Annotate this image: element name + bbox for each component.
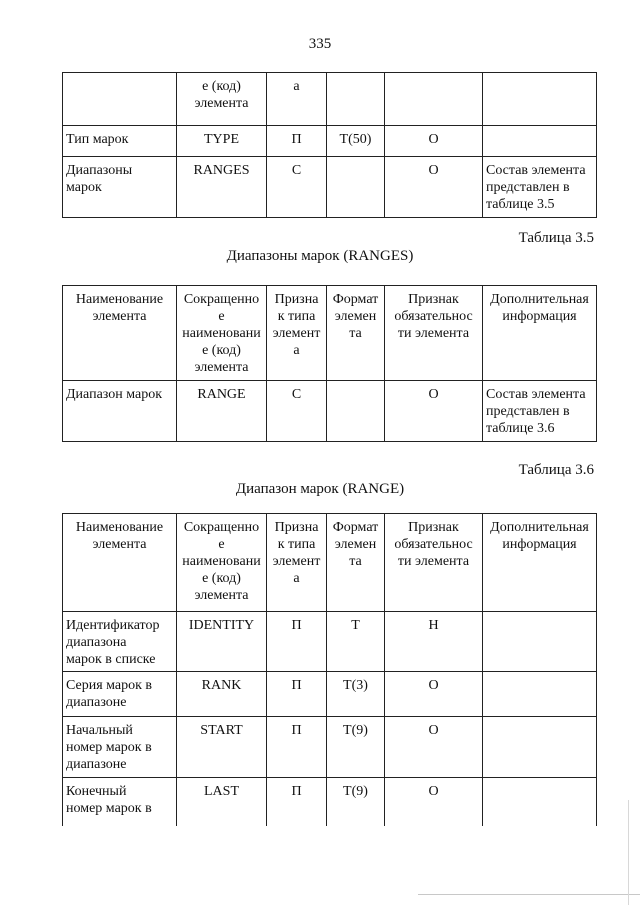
table-continuation <box>62 72 597 218</box>
cell: О <box>385 778 483 827</box>
table-row <box>63 73 597 126</box>
cell <box>327 73 385 126</box>
cell <box>483 717 597 778</box>
scan-edge <box>418 894 640 895</box>
cell: Состав элемента представлен в таблице 3.5 <box>483 157 597 218</box>
table-row <box>63 672 597 717</box>
cell <box>483 73 597 126</box>
cell: П <box>267 717 327 778</box>
cell <box>483 778 597 827</box>
column-header: Наименование элемента <box>63 286 177 381</box>
cell <box>385 73 483 126</box>
column-header: Дополнительная информация <box>483 286 597 381</box>
column-header: Призна к типа элемент а <box>267 286 327 381</box>
table-row <box>63 157 597 218</box>
cell: RANGES <box>177 157 267 218</box>
cell: Н <box>385 612 483 672</box>
cell: Серия марок в диапазоне <box>63 672 177 717</box>
column-header: Признак обязательнос ти элемента <box>385 514 483 612</box>
cell: О <box>385 381 483 442</box>
cell: Начальный номер марок в диапазоне <box>63 717 177 778</box>
cell: О <box>385 717 483 778</box>
cell: П <box>267 778 327 827</box>
cell: T(50) <box>327 126 385 157</box>
column-header: Наименование элемента <box>63 514 177 612</box>
column-header: Сокращенно е наименовани е (код) элемента <box>177 286 267 381</box>
table-row <box>63 126 597 157</box>
column-header: Формат элемен та <box>327 514 385 612</box>
cell: T(3) <box>327 672 385 717</box>
cell: С <box>267 381 327 442</box>
cell: О <box>385 126 483 157</box>
cell: Диапазоны марок <box>63 157 177 218</box>
cell: RANK <box>177 672 267 717</box>
cell: О <box>385 672 483 717</box>
cell: П <box>267 126 327 157</box>
cell: П <box>267 672 327 717</box>
cell: П <box>267 612 327 672</box>
table-row <box>63 717 597 778</box>
cell: Диапазон марок <box>63 381 177 442</box>
cell <box>483 672 597 717</box>
cell: TYPE <box>177 126 267 157</box>
cell: О <box>385 157 483 218</box>
scan-edge <box>628 800 629 905</box>
cell: T <box>327 612 385 672</box>
table-row <box>63 778 597 827</box>
table-ranges <box>62 285 597 442</box>
cell: T(9) <box>327 778 385 827</box>
table-row <box>63 381 597 442</box>
column-header: Сокращенно е наименовани е (код) элемента <box>177 514 267 612</box>
cell: Идентификатор диапазона марок в списке <box>63 612 177 672</box>
table-header-row <box>63 514 597 612</box>
column-header: Признак обязательнос ти элемента <box>385 286 483 381</box>
cell: С <box>267 157 327 218</box>
cell <box>327 381 385 442</box>
column-header: Призна к типа элемент а <box>267 514 327 612</box>
cell: START <box>177 717 267 778</box>
table-header-row <box>63 286 597 381</box>
page-number: 335 <box>308 36 332 52</box>
column-header: Формат элемен та <box>327 286 385 381</box>
cell: е (код) элемента <box>177 73 267 126</box>
cell: а <box>267 73 327 126</box>
cell: Конечный номер марок в <box>63 778 177 827</box>
cell <box>63 73 177 126</box>
cell <box>327 157 385 218</box>
cell <box>483 126 597 157</box>
cell: LAST <box>177 778 267 827</box>
table-row <box>63 612 597 672</box>
column-header: Дополнительная информация <box>483 514 597 612</box>
table-title: Диапазоны марок (RANGES) <box>226 248 414 264</box>
cell <box>483 612 597 672</box>
cell: Состав элемента представлен в таблице 3.6 <box>483 381 597 442</box>
cell: Тип марок <box>63 126 177 157</box>
table-range <box>62 513 597 826</box>
cell: IDENTITY <box>177 612 267 672</box>
table-label: Таблица 3.6 <box>518 462 594 478</box>
table-title: Диапазон марок (RANGE) <box>235 481 405 497</box>
cell: RANGE <box>177 381 267 442</box>
cell: T(9) <box>327 717 385 778</box>
table-label: Таблица 3.5 <box>518 230 594 246</box>
